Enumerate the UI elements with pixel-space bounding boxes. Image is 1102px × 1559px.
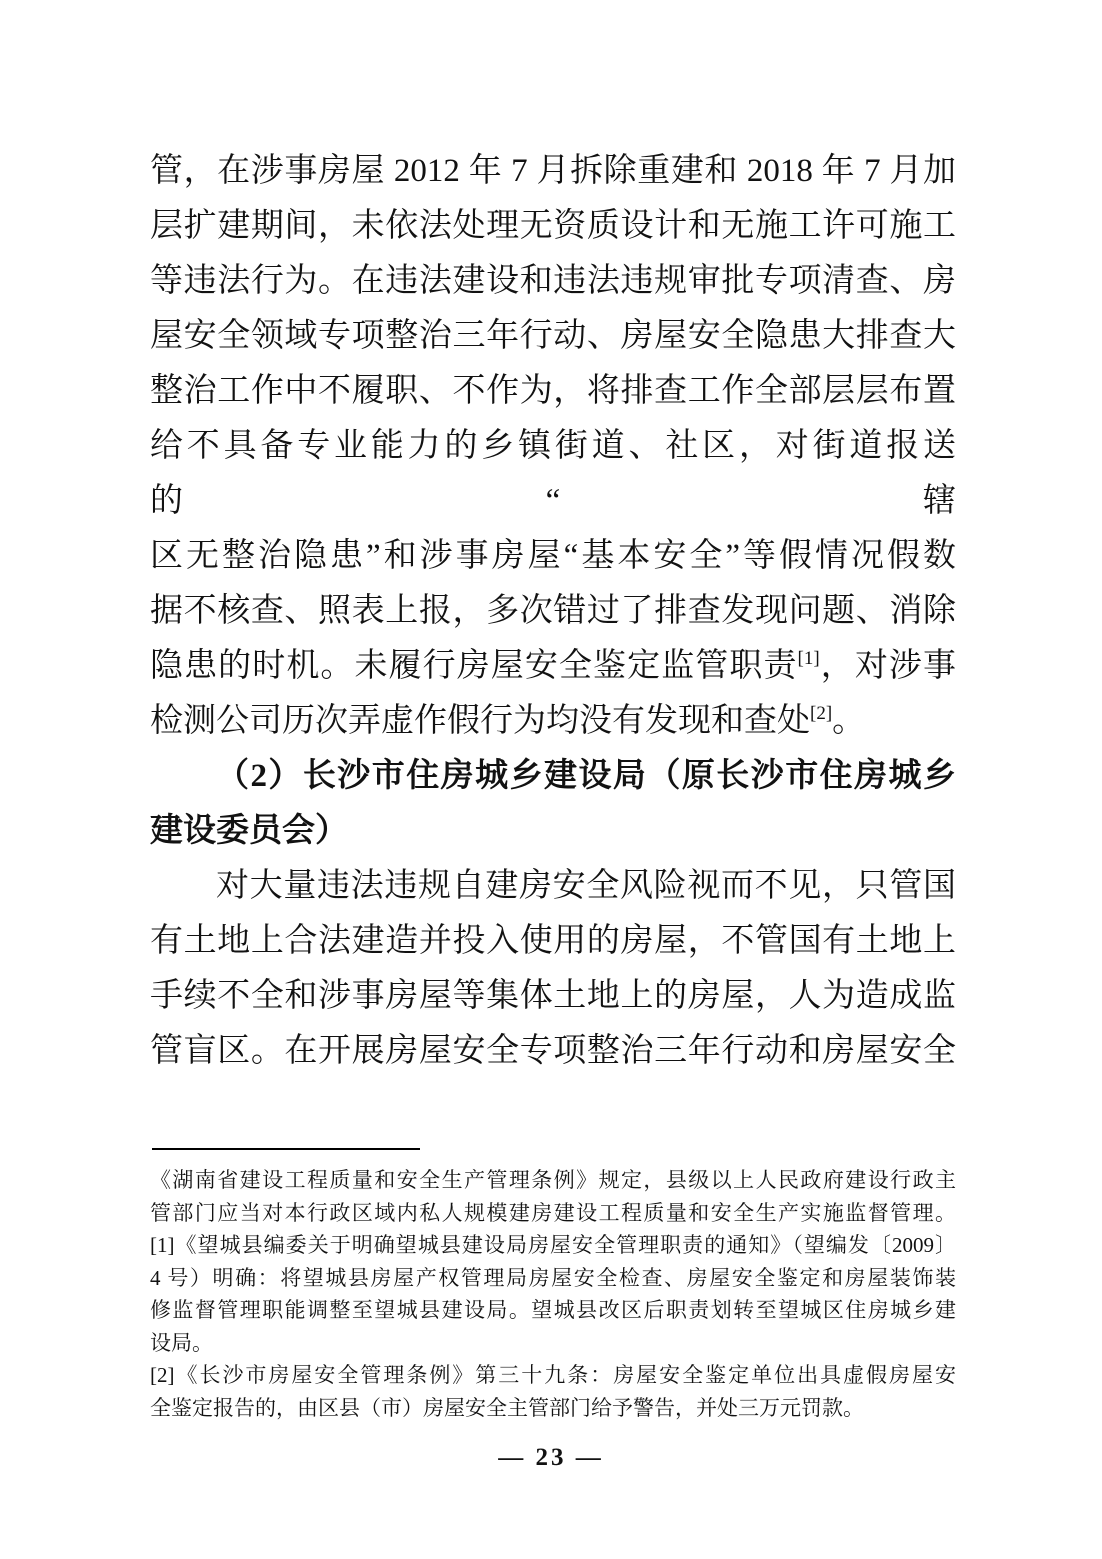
- footnote-line: 管部门应当对本行政区域内私人规模建房建设工程质量和安全生产实施监督管理。: [150, 1200, 956, 1225]
- body-line: 有土地上合法建造并投入使用的房屋，不管国有土地上: [150, 923, 956, 959]
- body-line-text: 。: [832, 703, 866, 739]
- body-line: 据不核查、照表上报，多次错过了排查发现问题、消除: [150, 593, 956, 629]
- body-text-block: [150, 144, 956, 1079]
- body-line: 管盲区。在开展房屋安全专项整治三年行动和房屋安全: [150, 1033, 956, 1069]
- footnote-ref-1: [1]: [797, 648, 820, 669]
- footnote-line: 全鉴定报告的，由区县（市）房屋安全主管部门给予警告，并处三万元罚款。: [150, 1395, 864, 1420]
- body-line: 等违法行为。在违法建设和违法违规审批专项清查、房: [150, 263, 956, 299]
- footnote-line: 设局。: [150, 1330, 213, 1355]
- body-line: 手续不全和涉事房屋等集体土地上的房屋，人为造成监: [150, 978, 956, 1014]
- body-line: 区无整治隐患”和涉事房屋“基本安全”等假情况假数: [150, 538, 956, 574]
- body-line: [150, 639, 956, 694]
- body-line: 整治工作中不履职、不作为，将排查工作全部层层布置: [150, 373, 956, 409]
- footnote-separator: [152, 1148, 420, 1150]
- body-line: 给不具备专业能力的乡镇街道、社区，对街道报送的“辖: [150, 428, 956, 519]
- footnote-line: 修监督管理职能调整至望城县建设局。望城县改区后职责划转至望城区住房城乡建: [150, 1298, 956, 1322]
- footnote-line: 4 号）明确：将望城县房屋产权管理局房屋安全检查、房屋安全鉴定和房屋装饰装: [150, 1265, 956, 1290]
- section-heading-line: 建设委员会）: [150, 813, 348, 849]
- body-line: 层扩建期间，未依法处理无资质设计和无施工许可施工: [150, 208, 956, 244]
- body-line: 屋安全领域专项整治三年行动、房屋安全隐患大排查大: [150, 318, 956, 354]
- body-line-text: ，对涉事: [819, 648, 957, 684]
- body-line-text: 检测公司历次弄虚作假行为均没有发现和查处: [150, 703, 810, 739]
- page-number: — 23 —: [498, 1444, 604, 1471]
- footnote-line: 《湖南省建设工程质量和安全生产管理条例》规定，县级以上人民政府建设行政主: [150, 1168, 956, 1192]
- body-line: [150, 694, 956, 749]
- footnote-line: [2]《长沙市房屋安全管理条例》第三十九条：房屋安全鉴定单位出具虚假房屋安: [150, 1363, 956, 1387]
- footnote-line: [1]《望城县编委关于明确望城县建设局房屋安全管理职责的通知》（望编发〔2009〕: [150, 1233, 956, 1257]
- body-line: 管，在涉事房屋 2012 年 7 月拆除重建和 2018 年 7 月加: [150, 153, 956, 189]
- body-line: 对大量违法违规自建房安全风险视而不见，只管国: [216, 868, 956, 904]
- footnote-ref-2: [2]: [810, 703, 833, 724]
- section-heading-line: （2）长沙市住房城乡建设局（原长沙市住房城乡: [216, 758, 956, 794]
- body-line-text: 隐患的时机。未履行房屋安全鉴定监管职责: [150, 648, 798, 684]
- footnotes-block: [150, 1148, 956, 1424]
